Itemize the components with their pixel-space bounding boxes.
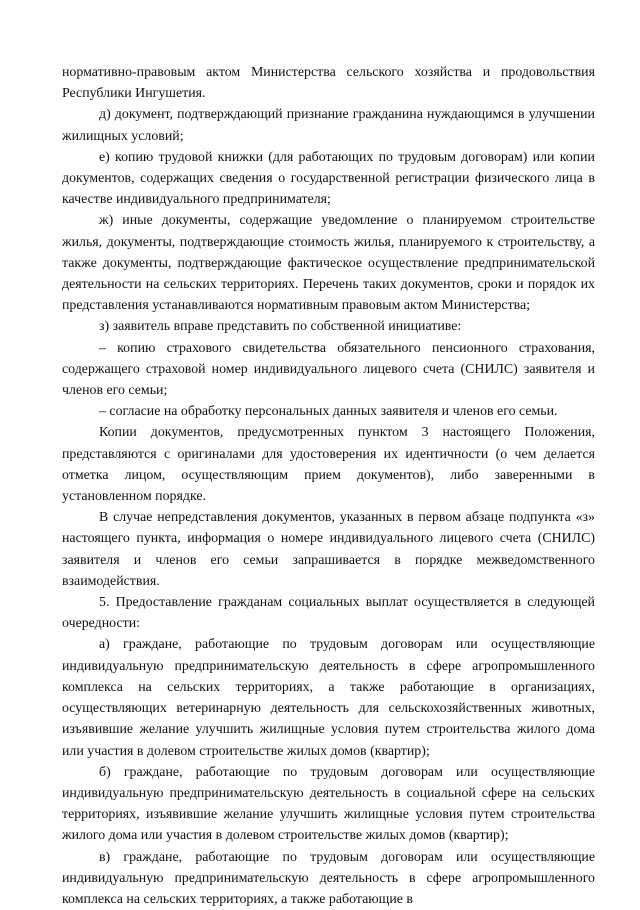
paragraph-section-5: 5. Предоставление гражданам социальных выплат осуществляется в следующей очередности:	[62, 595, 595, 632]
paragraph-item-d: д) документ, подтверждающий признание гражданина нуждающимся в улучшении жилищных условий;	[62, 107, 595, 144]
paragraph-snils-copy: – копию страхового свидетельства обязательного пенсионного страхования, содержащего страховой номер индивидуального лицевого счета (СНИЛС) заявителя и членов его семьи;	[62, 340, 595, 399]
paragraph-item-e: е) копию трудовой книжки (для работающих по трудовым договорам) или копии документов, содержащих сведения о государственной регистрации физического лица в качестве индивидуального предпринимателя;	[62, 149, 595, 208]
paragraph-consent: – согласие на обработку персональных данных заявителя и членов его семьи.	[99, 404, 558, 420]
paragraph-item-b: б) граждане, работающие по трудовым договорам или осуществляющие индивидуальную предпринимательскую деятельность в социальной сфере на сельских территориях, изъявившие желание улучшить жилищные условия путем строительства жилого дома или участия в долевом строительстве жилых домов (квартир);	[62, 764, 595, 844]
paragraph-item-a: а) граждане, работающие по трудовым договорам или осуществляющие индивидуальную предпринимательскую деятельность в сфере агропромышленного комплекса на сельских территориях, а также работающие в организациях, осуществляющих ветеринарную деятельность для сельскохозяйственных животных, изъявившие желание улучшить жилищные условия путем строительства жилого дома или участия в долевом строительстве жилых домов (квартир);	[62, 637, 595, 759]
paragraph-item-z: з) заявитель вправе представить по собственной инициативе:	[99, 319, 462, 335]
paragraph-item-v: в) граждане, работающие по трудовым договорам или осуществляющие индивидуальную предпринимательскую деятельность в сфере агропромышленного комплекса на сельских территориях, а также работающие в	[62, 849, 595, 907]
paragraph-non-submission: В случае непредставления документов, указанных в первом абзаце подпункта «з» настоящего пункта, информация о номере индивидуального лицевого счета (СНИЛС) заявителя и членов его семьи запрашивается в порядке межведомственного взаимодействия.	[62, 510, 595, 589]
paragraph-document-copies: Копии документов, предусмотренных пунктом 3 настоящего Положения, представляются с оригиналами для удостоверения их идентичности (о чем делается отметка лицом, осуществляющим прием документов), либо заверенными в установленном порядке.	[62, 425, 595, 505]
paragraph-continuation: нормативно-правовым актом Министерства сельского хозяйства и продовольствия Республики Ингушетия.	[62, 65, 595, 102]
paragraph-item-zh: ж) иные документы, содержащие уведомление о планируемом строительстве жилья, документы, подтверждающие стоимость жилья, планируемого к строительству, а также документы, подтверждающие фактическое осуществление предпринимательской деятельности на сельских территориях. Перечень таких документов, сроки и порядок их представления устанавливаются нормативным правовым актом Министерства;	[62, 213, 595, 314]
document-body	[62, 62, 595, 910]
